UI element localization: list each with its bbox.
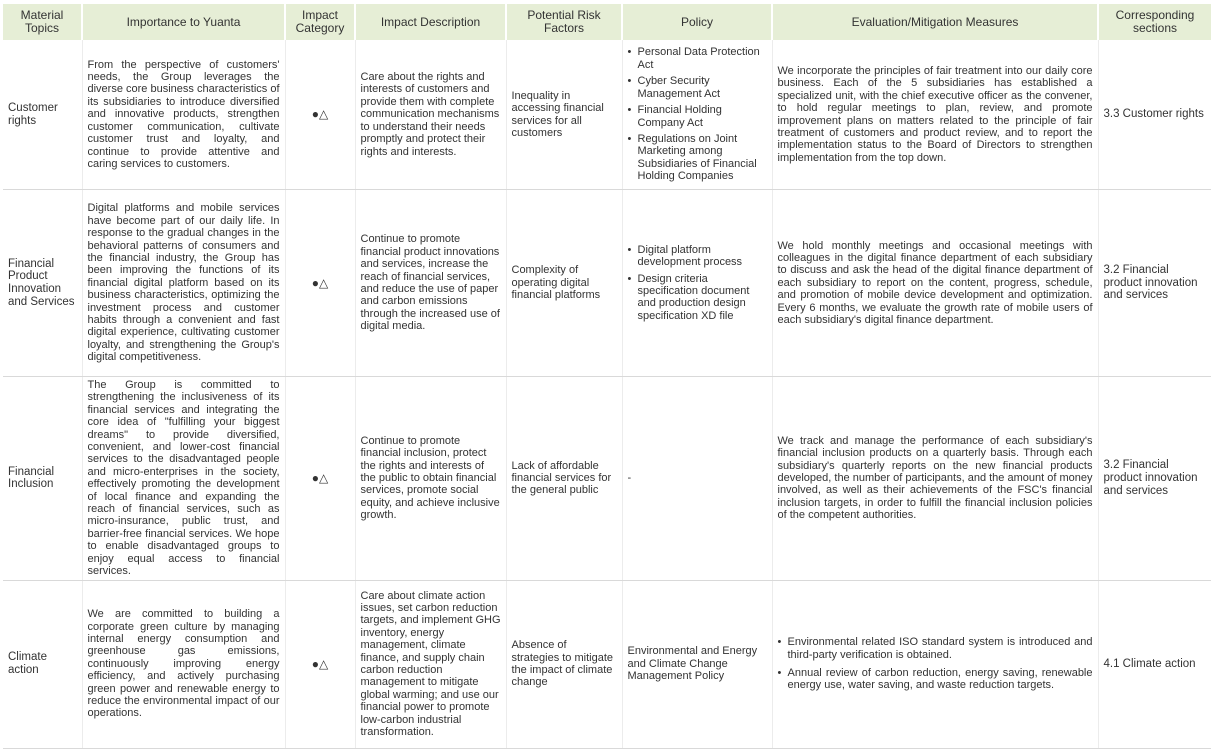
header-impact-description: Impact Description [355,4,506,40]
evaluation-cell [772,580,1098,748]
impact-category-cell: ●△ [285,40,355,190]
section-cell: 4.1 Climate action [1098,580,1211,748]
policy-cell [622,40,772,190]
header-material-topics: Material Topics [3,4,82,40]
topic-cell: Climate action [3,580,82,748]
policy-list [628,244,767,322]
policy-cell [622,190,772,377]
importance-cell: The Group is committed to strengthening the inclusiveness of its financial services and integrating the core idea of "fulfilling your biggest dreams" to provide diversified, convenient, and lower-cost financial services to the disadvantaged people and micro-enterprises in the society, effectively promoting the development of local finance and expanding the reach of financial services, such as micro-insurance, public trust, and barrier-free financial services. We hope to enable disadvantaged groups to enjoy equal access to financial services. [82,377,285,581]
impact-description-cell: Continue to promote financial product innovations and services, increase the reach of financial services, and reduce the use of paper and carbon emissions through the increased use of digital media. [355,190,506,377]
table-row [3,190,1211,377]
table-row [3,377,1211,581]
risk-cell: Absence of strategies to mitigate the impact of climate change [506,580,622,748]
mitigation-item: • Annual review of carbon reduction, energy saving, renewable energy use, water saving, and waste reduction targets. [778,667,1093,692]
importance-cell: We are committed to building a corporate green culture by managing internal energy consumption and greenhouse gas emissions, continuously improving energy efficiency, and actively purchasing green power and renewable energy to reduce the environmental impact of our operations. [82,580,285,748]
policy-cell: - [622,377,772,581]
impact-description-cell: Care about the rights and interests of customers and provide them with complete communication mechanisms to understand their needs promptly and protect their rights and interests. [355,40,506,190]
topic-cell: Financial Product Innovation and Services [3,190,82,377]
header-evaluation: Evaluation/Mitigation Measures [772,4,1098,40]
material-topics-table [3,4,1211,749]
table-row [3,580,1211,748]
policy-item: • Personal Data Protection Act [628,46,767,71]
risk-cell: Lack of affordable financial services for the general public [506,377,622,581]
mitigation-list [778,636,1093,692]
policy-item: • Design criteria specification document and production design specification XD file [628,273,767,323]
table-row [3,40,1211,190]
mitigation-item: • Environmental related ISO standard system is introduced and third-party verification is obtained. [778,636,1093,661]
header-potential-risk: Potential Risk Factors [506,4,622,40]
policy-item: • Financial Holding Company Act [628,104,767,129]
policy-item: • Digital platform development process [628,244,767,269]
impact-description-cell: Continue to promote financial inclusion, protect the rights and interests of the public to obtain financial services, promote social equity, and achieve inclusive growth. [355,377,506,581]
impact-category-cell: ●△ [285,580,355,748]
header-row [3,4,1211,40]
impact-category-cell: ●△ [285,190,355,377]
impact-description-cell: Care about climate action issues, set carbon reduction targets, and implement GHG inventory, energy management, climate finance, and supply chain carbon reduction management to mitigate global warming; and use our financial power to promote low-carbon industrial transformation. [355,580,506,748]
risk-cell: Inequality in accessing financial services for all customers [506,40,622,190]
impact-category-cell: ●△ [285,377,355,581]
topic-cell: Customer rights [3,40,82,190]
evaluation-cell: We hold monthly meetings and occasional meetings with colleagues in the digital finance department of each subsidiary to discuss and ask the head of the digital finance department of each subsidiary to report on the content, progress, schedule, and promotion of mobile device development and optimization. Every 6 months, we evaluate the growth rate of mobile users of each subsidiary's digital finance department. [772,190,1098,377]
header-sections: Corresponding sections [1098,4,1211,40]
policy-cell: Environmental and Energy and Climate Change Management Policy [622,580,772,748]
importance-cell: Digital platforms and mobile services have become part of our daily life. In response to the gradual changes in the behavioral patterns of consumers and the financial industry, the Group has been improving the functions of its financial digital platform based on its business characteristics, optimizing the investment process and customer habits through a convenient and fast digital experience, cultivating customer loyalty, and strengthening the Group's digital competitiveness. [82,190,285,377]
policy-list [628,46,767,182]
header-impact-category: Impact Category [285,4,355,40]
header-importance: Importance to Yuanta [82,4,285,40]
policy-item: • Cyber Security Management Act [628,75,767,100]
section-cell: 3.2 Financial product innovation and services [1098,377,1211,581]
policy-item: • Regulations on Joint Marketing among Subsidiaries of Financial Holding Companies [628,133,767,183]
evaluation-cell: We incorporate the principles of fair treatment into our daily core business. Each of the 5 subsidiaries has established a specialized unit, with the chief executive officer as the convener, to hold regular meetings to plan, review, and promote improvement plans on matters related to the principle of fair treatment of customers and product review, and to report the implementation status to the Board of Directors to strengthen implementation from the top down. [772,40,1098,190]
section-cell: 3.3 Customer rights [1098,40,1211,190]
risk-cell: Complexity of operating digital financial platforms [506,190,622,377]
importance-cell: From the perspective of customers' needs, the Group leverages the diverse core business characteristics of its subsidiaries to introduce diversified and innovative products, strengthen customer communication, cultivate customer trust and loyalty, and continue to provide attentive and caring services to customers. [82,40,285,190]
header-policy: Policy [622,4,772,40]
evaluation-cell: We track and manage the performance of each subsidiary's financial inclusion products on a quarterly basis. Through each subsidiary's quarterly reports on the new financial products developed, the number of participants, and the amount of money involved, as well as their achievements of the FSC's financial inclusion targets, in order to fulfill the financial inclusion policies of the competent authorities. [772,377,1098,581]
topic-cell: Financial Inclusion [3,377,82,581]
section-cell: 3.2 Financial product innovation and services [1098,190,1211,377]
